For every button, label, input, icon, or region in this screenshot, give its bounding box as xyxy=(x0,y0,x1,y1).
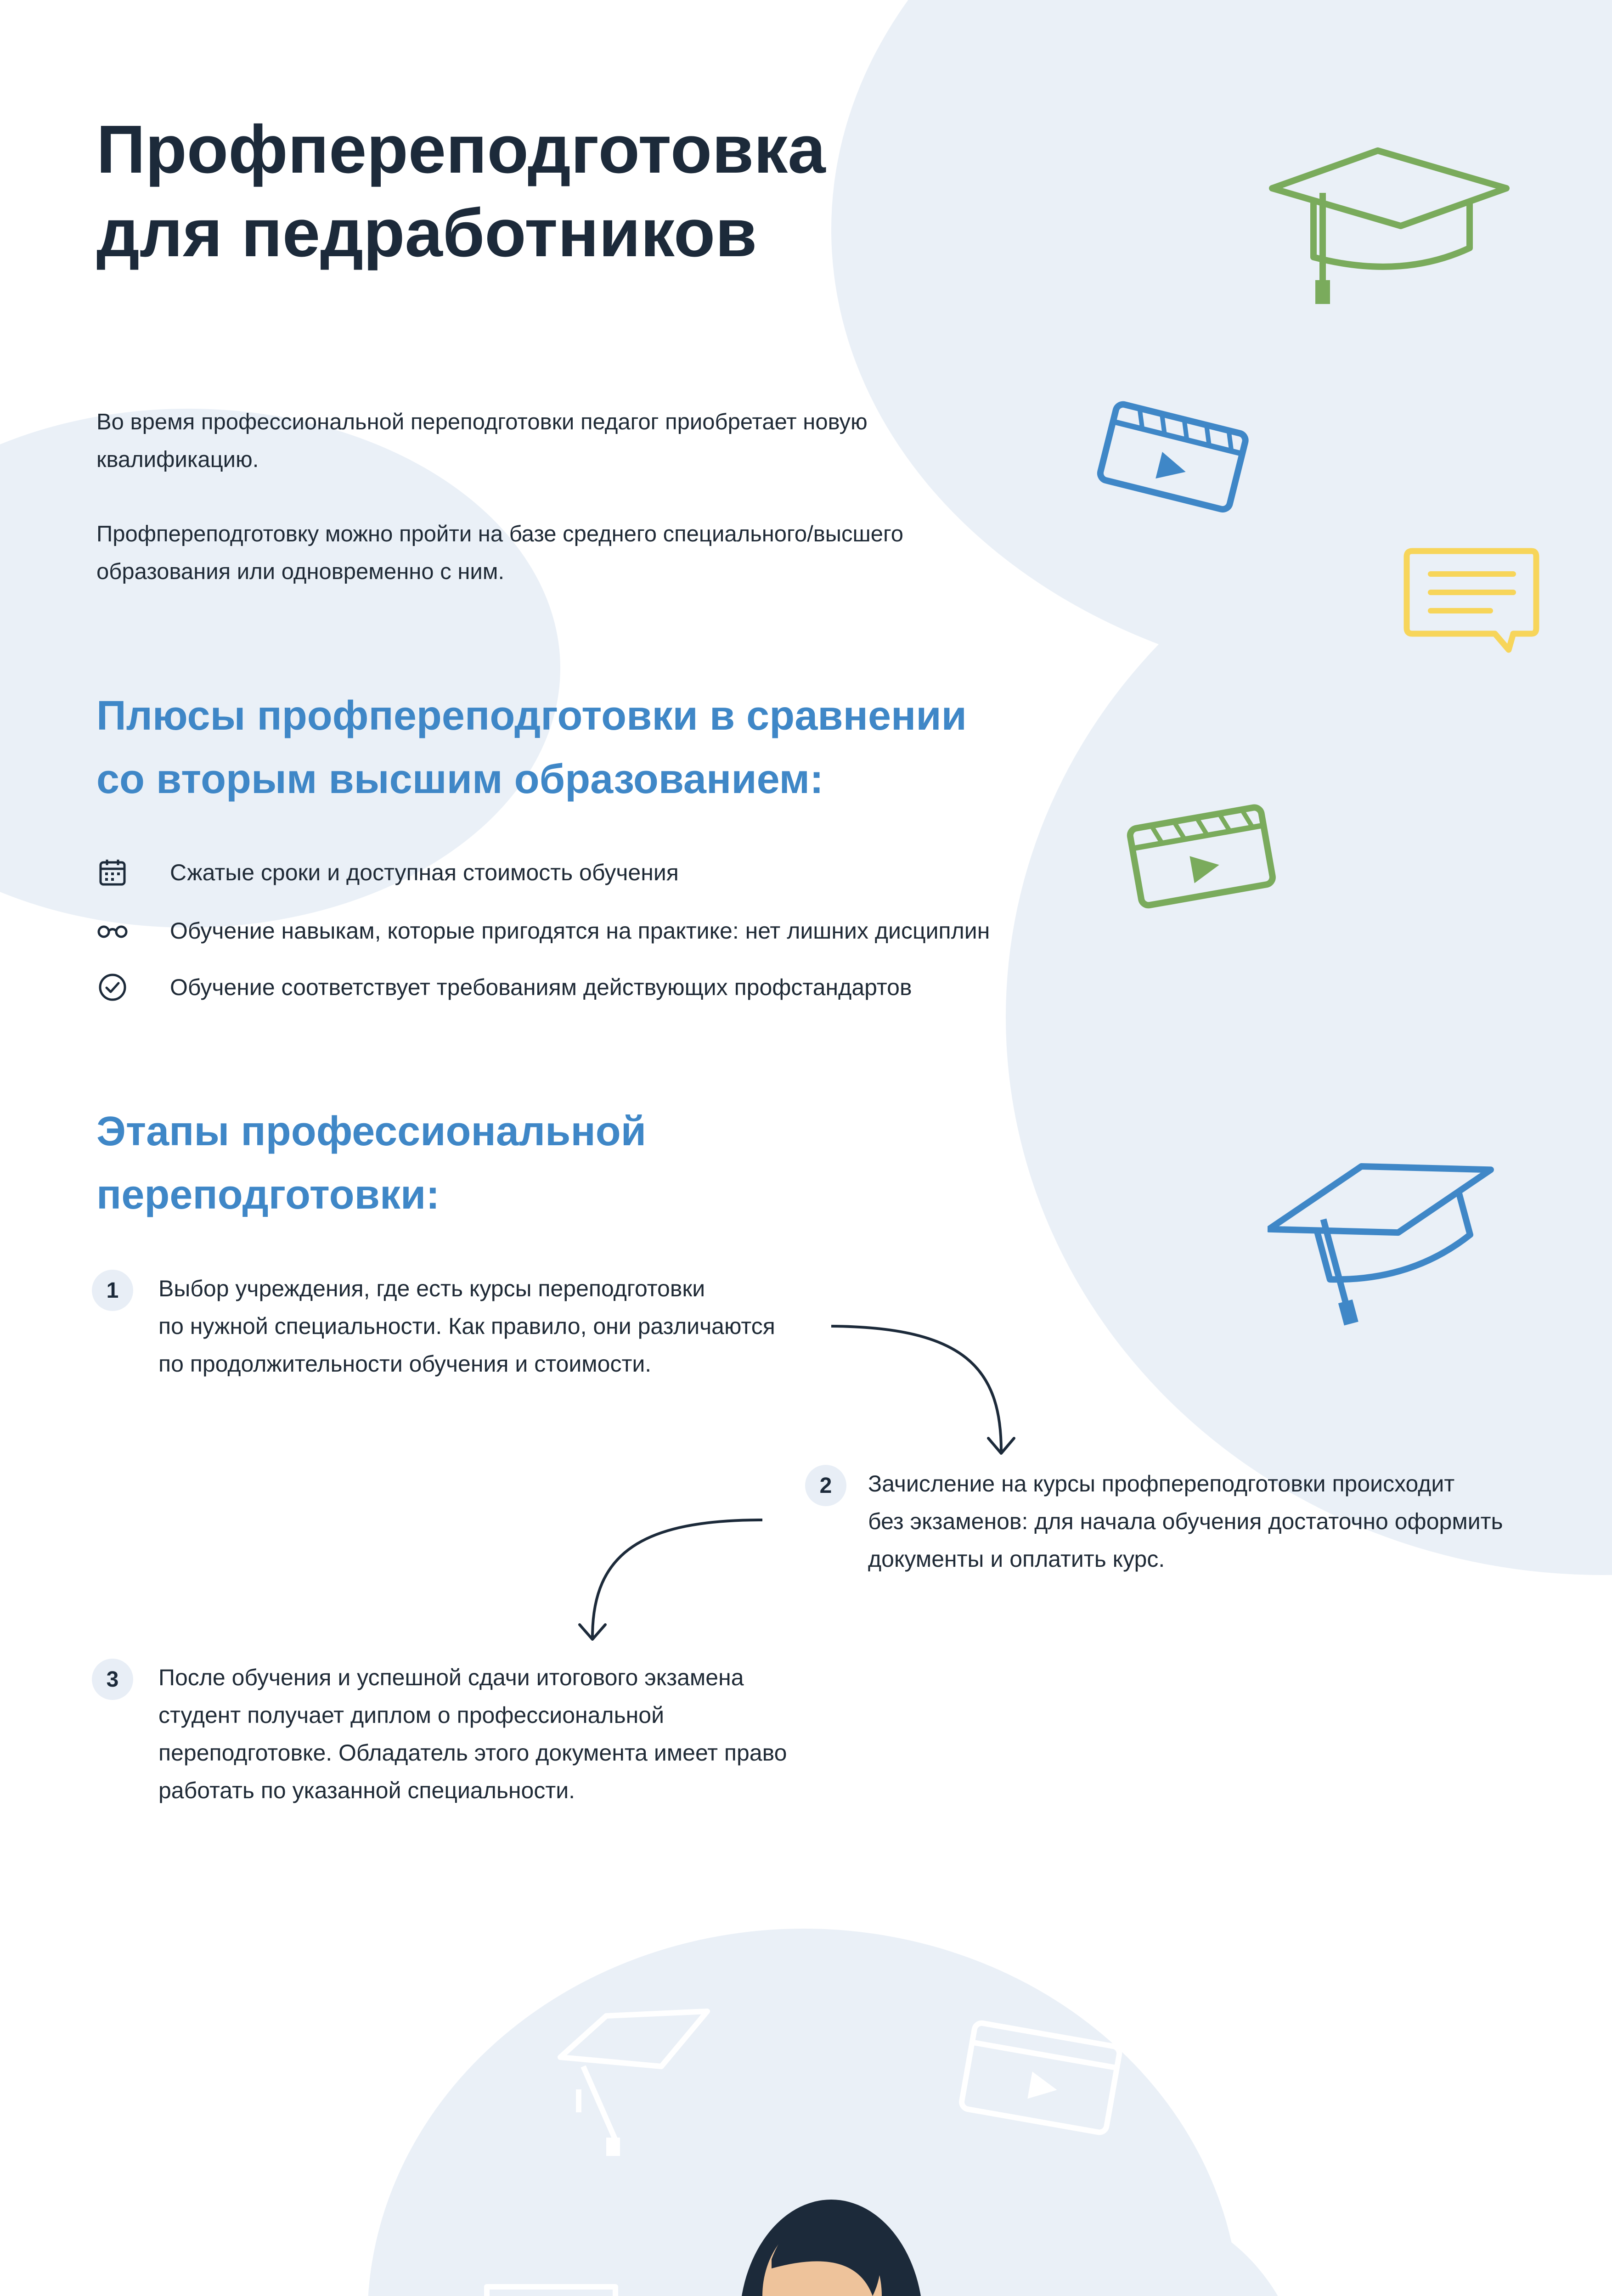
glasses-icon xyxy=(96,915,129,947)
page-title-line1: Профпереподготовка xyxy=(96,112,826,187)
step-1-line1: Выбор учреждения, где есть курсы переподготовки xyxy=(158,1276,705,1301)
step-3-line2: студент получает диплом о профессиональной xyxy=(158,1702,665,1728)
white-chat-icon xyxy=(487,2287,615,2296)
page-title xyxy=(96,108,1061,275)
advantage-text: Сжатые сроки и доступная стоимость обучения xyxy=(170,860,679,885)
video-clapper-icon-green xyxy=(1121,785,1281,923)
step-2-line3: документы и оплатить курс. xyxy=(868,1546,1165,1572)
step-3-line3: переподготовке. Обладатель этого документа имеет право xyxy=(158,1740,787,1766)
video-clapper-icon-blue xyxy=(1093,386,1254,523)
intro-paragraph-2: Профпереподготовку можно пройти на базе среднего специального/высшего образования или одновременно с ним. xyxy=(96,522,904,584)
white-graduation-cap-icon xyxy=(560,2011,707,2156)
stages-heading-line1: Этапы профессиональной xyxy=(96,1109,647,1154)
background-blob-left xyxy=(0,409,560,928)
arrow-step1-to-step2 xyxy=(827,1313,1038,1465)
white-clapper-icon xyxy=(961,2022,1121,2133)
step-text-3 xyxy=(158,1659,847,1809)
step-text-1 xyxy=(158,1270,847,1383)
step-3-line4: работать по указанной специальности. xyxy=(158,1778,575,1803)
step-number-1: 1 xyxy=(92,1270,133,1311)
advantage-item-2 xyxy=(96,912,1107,949)
check-circle-icon xyxy=(96,971,129,1003)
advantages-heading-line1: Плюсы профпереподготовки в сравнении xyxy=(96,693,967,739)
chat-bubble-icon-yellow xyxy=(1398,542,1545,661)
step-1-line2: по нужной специальности. Как правило, они различаются xyxy=(158,1313,775,1339)
advantages-heading xyxy=(96,684,1107,811)
advantage-item-3 xyxy=(96,969,1107,1006)
page-title-line2: для педработников xyxy=(96,195,757,271)
intro-paragraph-1: Во время профессиональной переподготовки педагог приобретает новую квалификацию. xyxy=(96,410,868,472)
teacher-illustration xyxy=(285,1975,1341,2296)
stages-heading-line2: переподготовки: xyxy=(96,1172,440,1218)
calendar-icon xyxy=(96,856,129,889)
step-number-3: 3 xyxy=(92,1659,133,1700)
advantage-text: Обучение навыкам, которые пригодятся на практике: нет лишних дисциплин xyxy=(170,918,990,944)
graduation-cap-icon xyxy=(1268,142,1516,312)
advantage-item-1 xyxy=(96,854,1107,891)
advantages-heading-line2: со вторым высшим образованием: xyxy=(96,756,824,802)
step-2-line1: Зачисление на курсы профпереподготовки происходит xyxy=(868,1471,1455,1497)
step-number-2: 2 xyxy=(805,1465,846,1506)
arrow-step2-to-step3 xyxy=(569,1511,772,1649)
step-2-line2: без экзаменов: для начала обучения достаточно оформить xyxy=(868,1508,1503,1534)
graduation-cap-icon-blue xyxy=(1268,1125,1506,1327)
step-text-2 xyxy=(868,1465,1584,1578)
stages-heading xyxy=(96,1100,1107,1227)
step-1-line3: по продолжительности обучения и стоимости. xyxy=(158,1351,652,1377)
step-3-line1: После обучения и успешной сдачи итогового экзамена xyxy=(158,1665,744,1690)
advantage-text: Обучение соответствует требованиям действующих профстандартов xyxy=(170,974,912,1000)
